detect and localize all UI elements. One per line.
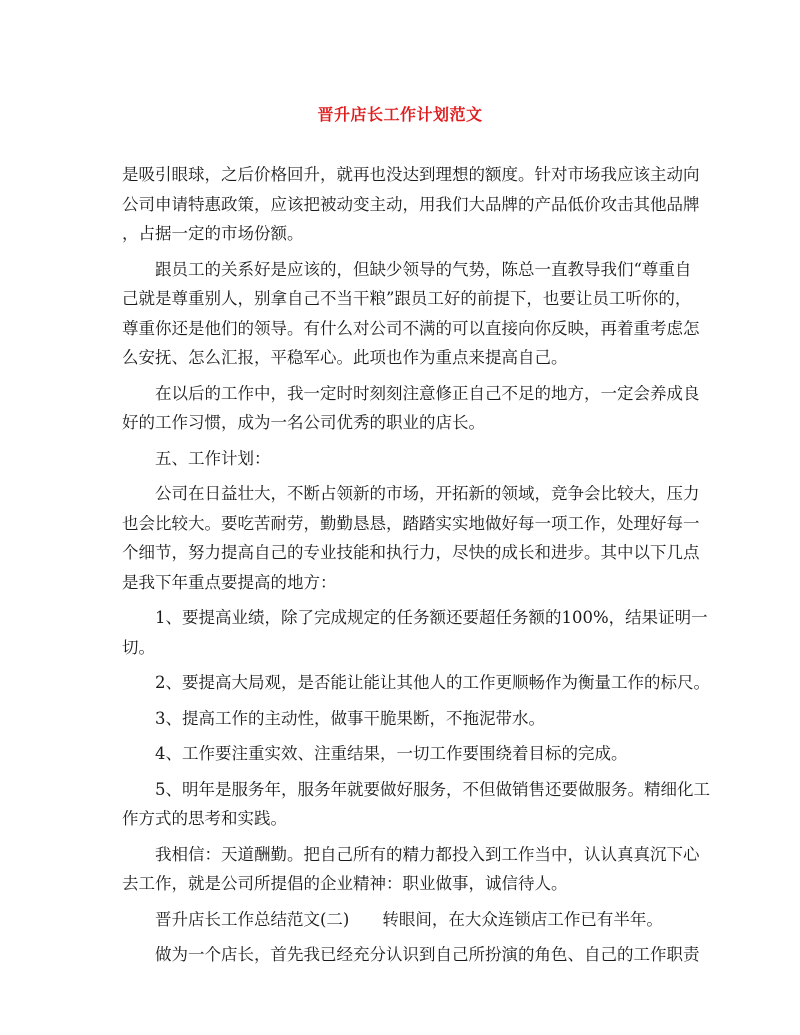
text-line: 2、要提高大局观，是否能让能让其他人的工作更顺畅作为衡量工作的标尺。 [155, 673, 710, 692]
text-line: 我相信：天道酬勤。把自己所有的精力都投入到工作当中，认认真真沉下心 [155, 844, 700, 864]
text-line: 3、提高工作的主动性，做事干脆果断，不拖泥带水。 [155, 708, 545, 728]
text-line: 公司申请特惠政策，应该把被动变主动，用我们大品牌的产品低价攻击其他品牌 [122, 194, 700, 214]
text-line: 1、要提高业绩，除了完成规定的任务额还要超任务额的100%，结果证明一 [155, 608, 708, 627]
text-line: 作方式的思考和实践。 [122, 809, 287, 828]
text-line: 在以后的工作中，我一定时时刻刻注意修正自己不足的地方，一定会养成良 [155, 383, 700, 403]
text-line: 五、工作计划： [155, 448, 271, 468]
text-line: 去工作，就是公司所提倡的企业精神：职业做事，诚信待人。 [122, 874, 568, 893]
text-line: 5、明年是服务年，服务年就要做好服务，不但做销售还要做服务。精细化工 [155, 779, 710, 799]
text-line: 是我下年重点要提高的地方： [122, 572, 337, 592]
text-line: 公司在日益壮大，不断占领新的市场，开拓新的领域，竞争会比较大，压力 [155, 484, 700, 503]
text-line: 么安抚、怎么汇报，平稳军心。此项也作为重点来提高自己。 [122, 348, 568, 367]
text-line: 切。 [122, 637, 155, 657]
text-line: 也会比较大。要吃苦耐劳，勤勤恳恳，踏踏实实地做好每一项工作，处理好每一 [122, 513, 700, 533]
text-line: 做为一个店长，首先我已经充分认识到自己所扮演的角色、自己的工作职责 [155, 945, 700, 964]
text-line: 好的工作习惯，成为一名公司优秀的职业的店长。 [122, 413, 485, 432]
text-line: 晋升店长工作总结范文(二) 转眼间，在大众连锁店工作已有半年。 [155, 909, 663, 929]
text-line: 4、工作要注重实效、注重结果，一切工作要围绕着目标的完成。 [155, 744, 628, 763]
text-line: 尊重你还是他们的领导。有什么对公司不满的可以直接向你反映，再着重考虑怎 [122, 318, 700, 338]
text-line: ，占据一定的市场份额。 [122, 224, 304, 243]
document-title: 晋升店长工作计划范文 [317, 105, 483, 124]
text-line: 是吸引眼球，之后价格回升，就再也没达到理想的额度。针对市场我应该主动向 [122, 165, 700, 184]
document-body [122, 160, 710, 970]
text-line: 跟员工的关系好是应该的，但缺少领导的气势，陈总一直教导我们“尊重自 [155, 259, 692, 279]
text-line: 己就是尊重别人，别拿自己不当干粮”跟员工好的前提下，也要让员工听你的， [122, 289, 692, 308]
text-line: 个细节，努力提高自己的专业技能和执行力，尽快的成长和进步。其中以下几点 [122, 543, 700, 562]
